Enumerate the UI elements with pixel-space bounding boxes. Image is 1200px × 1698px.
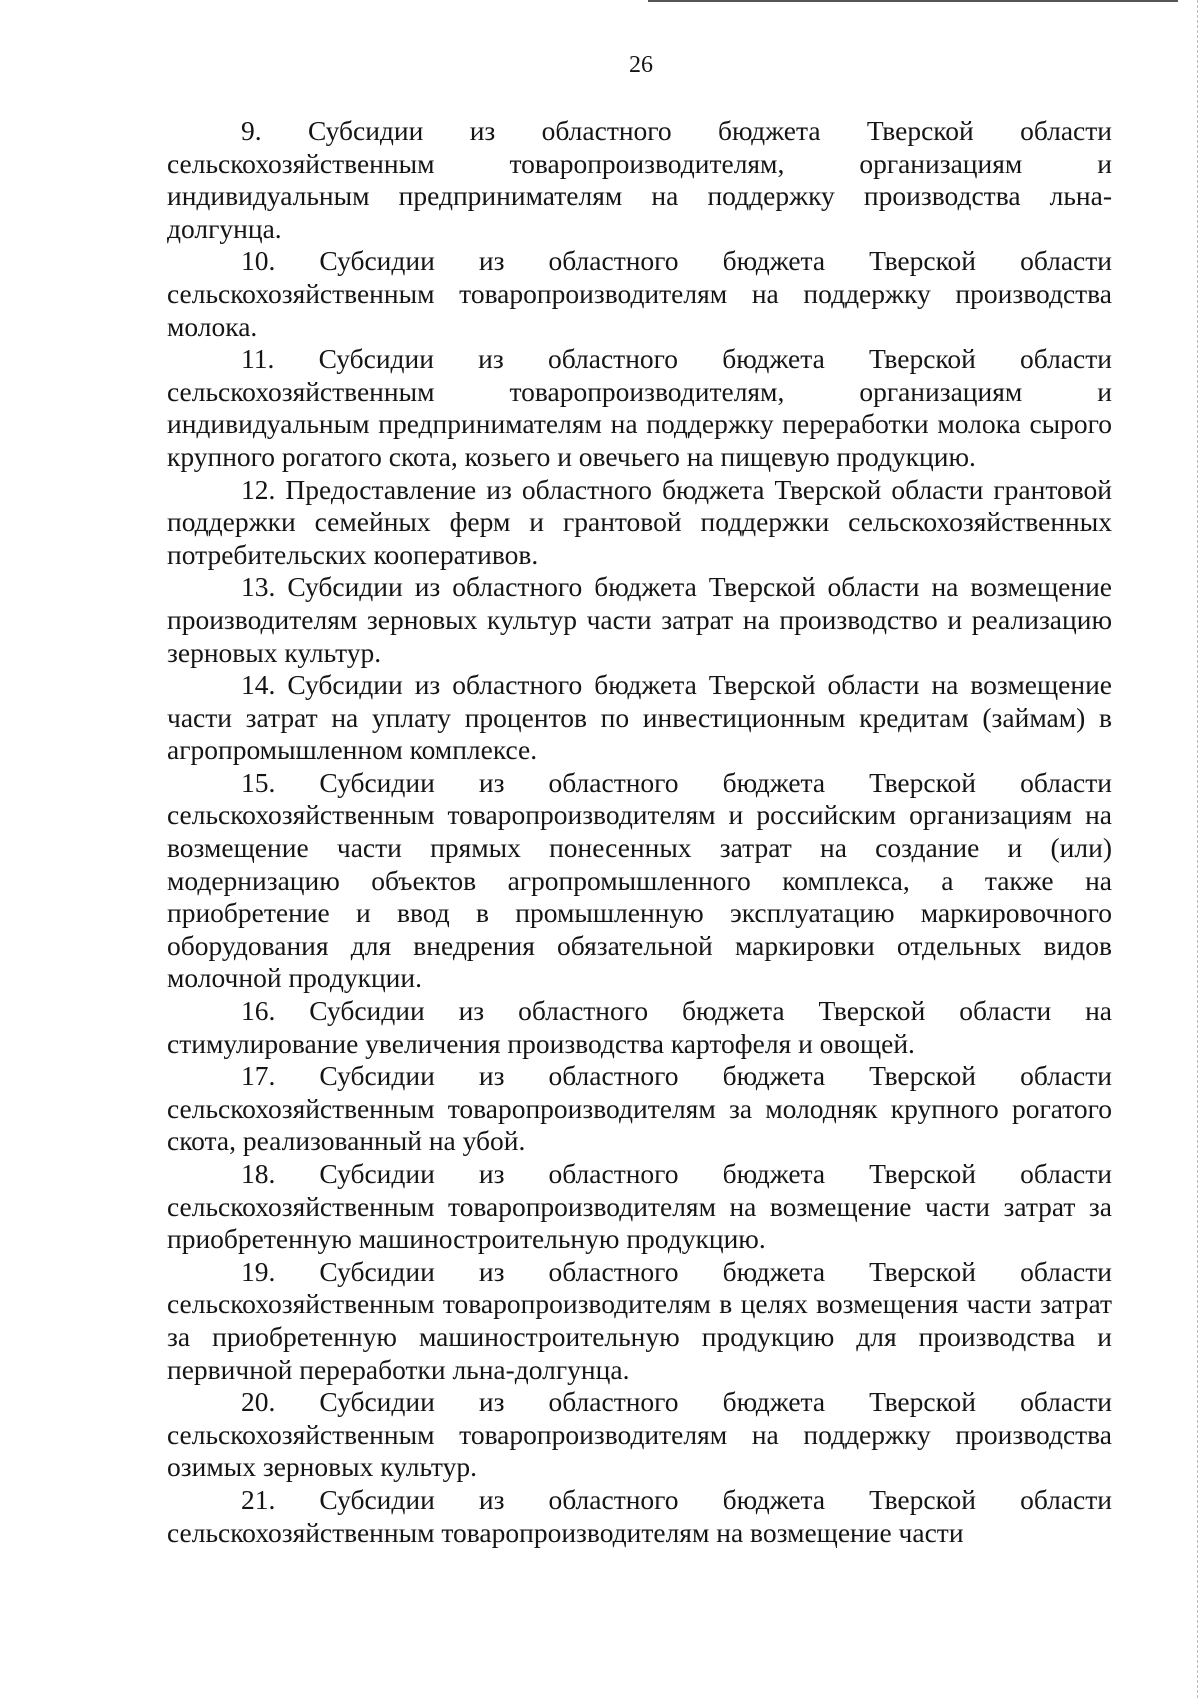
scan-right-edge — [1197, 0, 1198, 1698]
scan-top-rule — [648, 0, 1178, 2]
document-body — [167, 115, 1112, 1549]
paragraph-item-14: 14. Субсидии из областного бюджета Тверской области на возмещение части затрат на уплату процентов по инвестиционным кредитам (займам) в агропромышленном комплексе. — [167, 669, 1112, 766]
paragraph-item-17: 17. Субсидии из областного бюджета Тверской области сельскохозяйственным товаропроизводителям за молодняк крупного рогатого скота, реализованный на убой. — [167, 1060, 1112, 1157]
paragraph-item-12: 12. Предоставление из областного бюджета Тверской области грантовой поддержки семейных ферм и грантовой поддержки сельскохозяйственных потребительских кооперативов. — [167, 473, 1112, 570]
paragraph-item-15: 15. Субсидии из областного бюджета Тверской области сельскохозяйственным товаропроизводителям и российским организациям на возмещение части прямых понесенных затрат на создание и (или) модернизацию объектов агропромышленного комплекса, а также на приобретение и ввод в промышленную эксплуатацию маркировочного оборудования для внедрения обязательной маркировки отдельных видов молочной продукции. — [167, 766, 1112, 994]
paragraph-item-20: 20. Субсидии из областного бюджета Тверской области сельскохозяйственным товаропроизводителям на поддержку производства озимых зерновых культур. — [167, 1386, 1112, 1483]
paragraph-item-18: 18. Субсидии из областного бюджета Тверской области сельскохозяйственным товаропроизводителям на возмещение части затрат за приобретенную машиностроительную продукцию. — [167, 1158, 1112, 1255]
paragraph-item-16: 16. Субсидии из областного бюджета Тверской области на стимулирование увеличения производства картофеля и овощей. — [167, 995, 1112, 1059]
paragraph-item-9: 9. Субсидии из областного бюджета Тверской области сельскохозяйственным товаропроизводителям, организациям и индивидуальным предпринимателям на поддержку производства льна-долгунца. — [167, 115, 1112, 244]
paragraph-item-10: 10. Субсидии из областного бюджета Тверской области сельскохозяйственным товаропроизводителям на поддержку производства молока. — [167, 245, 1112, 342]
paragraph-item-21: 21. Субсидии из областного бюджета Тверской области сельскохозяйственным товаропроизводителям на возмещение части — [167, 1483, 1112, 1548]
paragraph-item-13: 13. Субсидии из областного бюджета Тверской области на возмещение производителям зерновых культур части затрат на производство и реализацию зерновых культур. — [167, 571, 1112, 668]
paragraph-item-11: 11. Субсидии из областного бюджета Тверской области сельскохозяйственным товаропроизводителям, организациям и индивидуальным предпринимателям на поддержку переработки молока сырого крупного рогатого скота, козьего и овечьего на пищевую продукцию. — [167, 343, 1112, 472]
paragraph-item-19: 19. Субсидии из областного бюджета Тверской области сельскохозяйственным товаропроизводителям в целях возмещения части затрат за приобретенную машиностроительную продукцию для производства и первичной переработки льна-долгунца. — [167, 1255, 1112, 1385]
page-number: 26 — [629, 52, 653, 78]
